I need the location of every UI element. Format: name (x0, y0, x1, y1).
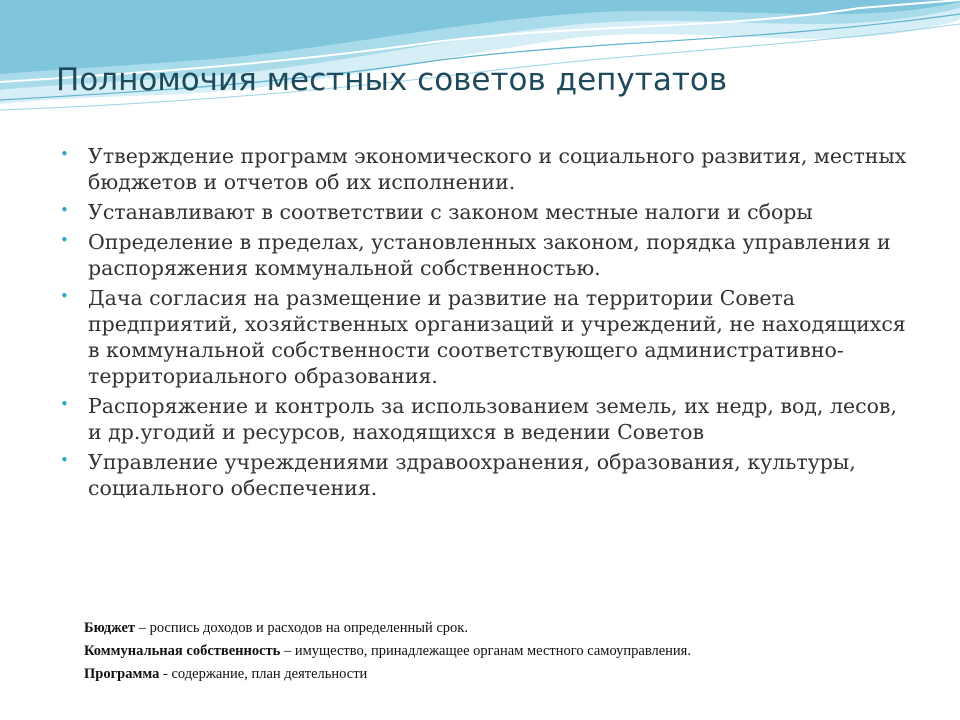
bullet-text: Устанавливают в соответствии с законом местные налоги и сборы (88, 200, 813, 224)
bullet-icon: • (60, 451, 69, 469)
bullet-item (60, 285, 910, 389)
definition-text: – имущество, принадлежащее органам местного самоуправления. (280, 643, 691, 659)
bullet-text: Распоряжение и контроль за использованием земель, их недр, вод, лесов, и др.угодий и ресурсов, находящихся в ведении Советов (88, 394, 897, 444)
bullet-list (60, 143, 910, 505)
definition-communal-property (84, 640, 924, 663)
bullet-icon: • (60, 231, 69, 249)
definition-text: – роспись доходов и расходов на определенный срок. (135, 620, 468, 636)
bullet-icon: • (60, 287, 69, 305)
definition-term: Коммунальная собственность (84, 643, 281, 659)
bullet-text: Дача согласия на размещение и развитие на территории Совета предприятий, хозяйственных организаций и учреждений, не находящихся в коммунальной собственности соответствующего административно-территориального образования. (88, 286, 906, 388)
definition-text: - содержание, план деятельности (159, 666, 368, 682)
bullet-item (60, 229, 910, 281)
bullet-icon: • (60, 201, 69, 219)
bullet-icon: • (60, 145, 69, 163)
definition-budget (84, 617, 924, 640)
bullet-text: Утверждение программ экономического и социального развития, местных бюджетов и отчетов об их исполнении. (88, 144, 907, 194)
definition-term: Бюджет (84, 620, 136, 636)
bullet-text: Управление учреждениями здравоохранения, образования, культуры, социального обеспечения. (88, 450, 856, 500)
slide-title: Полномочия местных советов депутатов (56, 62, 728, 98)
definitions-block (84, 617, 924, 686)
bullet-item (60, 393, 910, 445)
definition-program (84, 663, 924, 686)
bullet-icon: • (60, 395, 69, 413)
definition-term: Программа (84, 666, 160, 682)
bullet-item (60, 449, 910, 501)
bullet-item (60, 199, 910, 225)
bullet-text: Определение в пределах, установленных законом, порядка управления и распоряжения коммунальной собственностью. (88, 230, 891, 280)
bullet-item (60, 143, 910, 195)
